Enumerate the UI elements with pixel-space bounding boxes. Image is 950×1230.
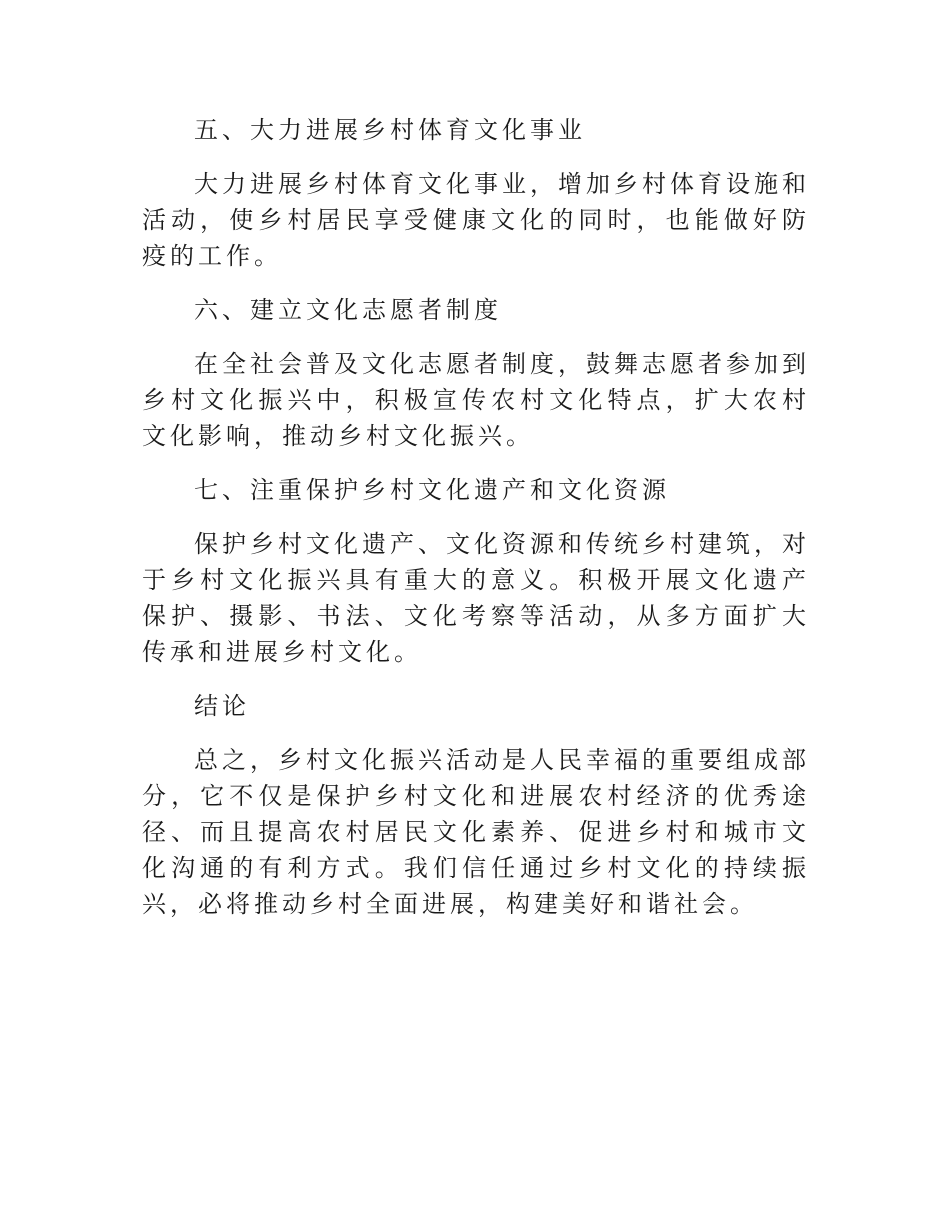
conclusion-paragraph: 总之，乡村文化振兴活动是人民幸福的重要组成部分，它不仅是保护乡村文化和进展农村经济的优秀途径、而且提高农村居民文化素养、促进乡村和城市文化沟通的有利方式。我们信任通过乡村文化的持续振兴，必将推动乡村全面进展，构建美好和谐社会。: [142, 746, 810, 918]
section-paragraph-6: 在全社会普及文化志愿者制度，鼓舞志愿者参加到乡村文化振兴中，积极宣传农村文化特点，扩大农村文化影响，推动乡村文化振兴。: [142, 350, 810, 450]
section-heading-5: 五、大力进展乡村体育文化事业: [194, 116, 586, 144]
section-heading-7: 七、注重保护乡村文化遗产和文化资源: [194, 476, 670, 504]
document-body: [142, 112, 810, 940]
section-paragraph-7: 保护乡村文化遗产、文化资源和传统乡村建筑，对于乡村文化振兴具有重大的意义。积极开展文化遗产保护、摄影、书法、文化考察等活动，从多方面扩大传承和进展乡村文化。: [142, 530, 810, 666]
conclusion-heading: 结论: [194, 692, 250, 720]
section-paragraph-5: 大力进展乡村体育文化事业，增加乡村体育设施和活动，使乡村居民享受健康文化的同时，也能做好防疫的工作。: [142, 170, 810, 270]
section-heading-6: 六、建立文化志愿者制度: [194, 296, 502, 324]
